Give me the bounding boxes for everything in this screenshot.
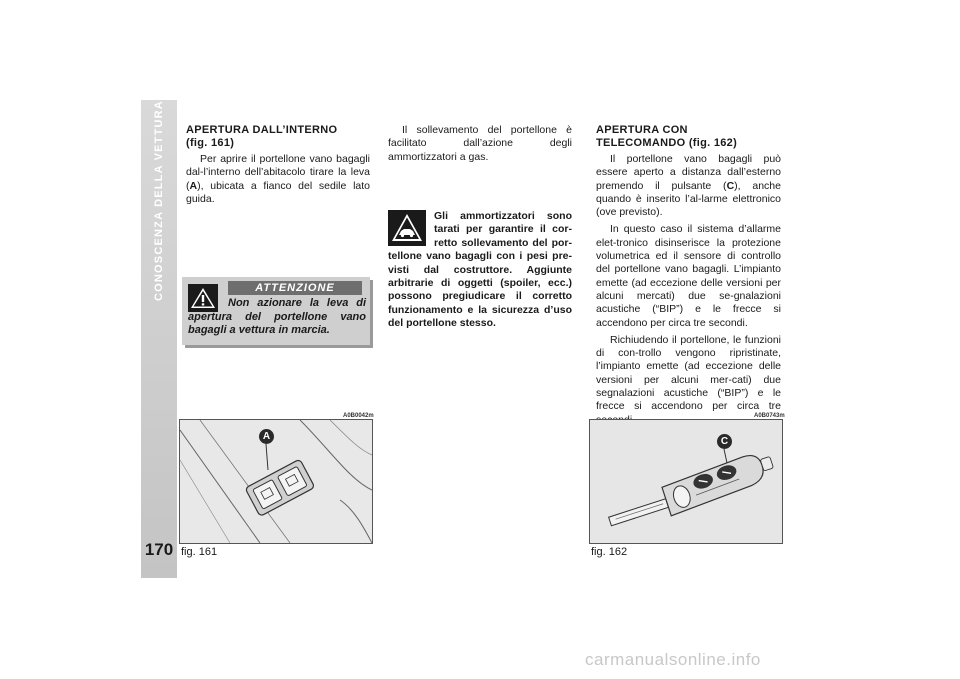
paragraph-remote-2: In questo caso il sistema d’allarme elet-tronico disinserisce la protezione volumetrica ed il sensore di controllo del portellone vano bagagli. L’impianto emette (ad eccezione delle versioni per alcuni mercati) due se-gnalazioni acustiche (“BIP”) e le frecce si accendono per circa tre secondi. xyxy=(596,223,781,329)
callout-c: C xyxy=(717,434,732,449)
info-note: Gli ammortizzatori sono tarati per garantire il cor-retto sollevamento del por-tellone vano bagagli con i pesi pre-visti dal costruttore. Aggiunte arbitrarie di oggetti (spoiler, ecc.) possono pregiudicare il corretto funzionamento e la sicurezza d’uso del portellone stesso. xyxy=(388,210,572,330)
figure-162 xyxy=(589,419,783,544)
column-1 xyxy=(186,124,370,210)
interior-lever-illustration xyxy=(180,420,372,543)
figure-162-caption: fig. 162 xyxy=(591,546,628,558)
section-title-vertical: CONOSCENZA DELLA VETTURA xyxy=(153,100,165,301)
warning-banner: ATTENZIONE xyxy=(228,281,362,295)
page-number: 170 xyxy=(144,540,174,559)
heading-interior-opening: APERTURA DALL’INTERNO (fig. 161) xyxy=(186,124,338,149)
watermark: carmanualsonline.info xyxy=(585,650,761,669)
column-3 xyxy=(596,124,781,431)
column-2 xyxy=(388,124,572,168)
figure-161-code: A0B0042m xyxy=(343,413,374,419)
figure-161-caption: fig. 161 xyxy=(181,546,218,558)
paragraph-remote-1: Il portellone vano bagagli può essere aperto a distanza dall’esterno premendo il pulsante (C), anche quando è inserito l’al-larme elettronico (ove previsto). xyxy=(596,153,781,219)
paragraph-gas-struts: Il sollevamento del portellone è facilitato dall’azione degli ammortizzatori a gas. xyxy=(388,124,572,163)
warning-box xyxy=(182,277,370,345)
key-fob-illustration xyxy=(590,420,782,543)
paragraph-remote-3: Richiudendo il portellone, le funzioni di con-trollo vengono ripristinate, l’impianto emette (ad eccezione delle versioni per alcuni mer-cati) due segnalazioni acustiche (“BIP”) e le frecce si accendono per circa tre xyxy=(596,333,781,413)
paragraph-interior-opening: Per aprire il portellone vano bagagli dal-l’interno dell’abitacolo tirare la leva (A), ubicata a fianco del sedile lato guida. xyxy=(186,153,370,205)
callout-a: A xyxy=(259,429,274,444)
figure-161 xyxy=(179,419,373,544)
figure-162-code: A0B0743m xyxy=(754,413,785,419)
warning-text: Non azionare la leva di apertura del portellone vano bagagli a vettura in marcia. xyxy=(188,297,366,336)
heading-remote-opening: APERTURA CON TELECOMANDO (fig. 162) xyxy=(596,124,738,149)
